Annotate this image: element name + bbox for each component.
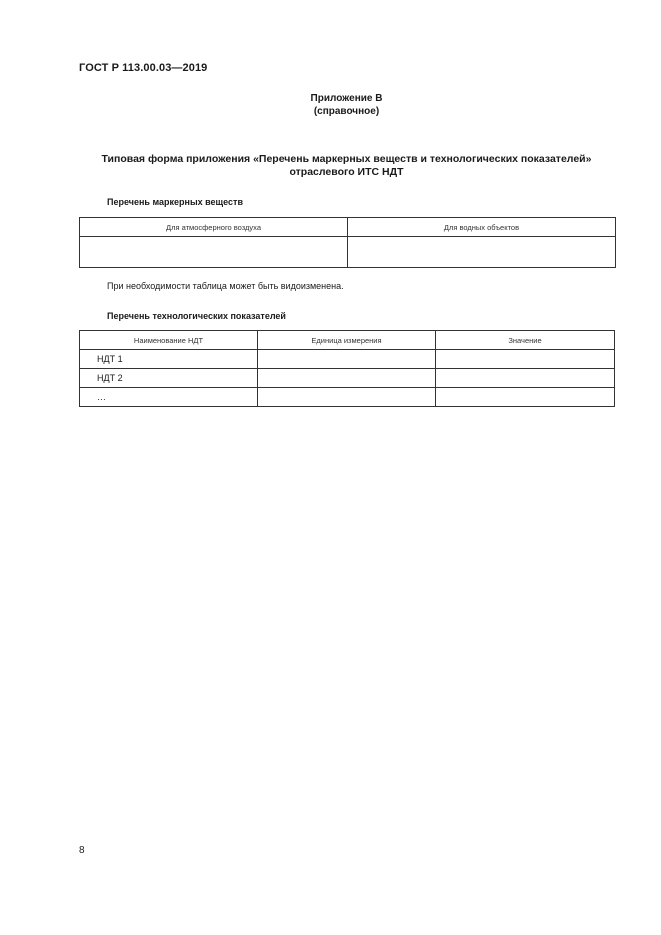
tech-cell-unit [258, 350, 436, 369]
document-header-code: ГОСТ Р 113.00.03—2019 [79, 62, 208, 74]
tech-indicators-table [79, 330, 615, 407]
markers-col-air: Для атмосферного воздуха [80, 218, 348, 237]
appendix-subtitle: (справочное) [313, 106, 380, 117]
appendix-heading [0, 92, 661, 118]
markers-section-label: Перечень маркерных веществ [107, 197, 243, 207]
tech-cell-value [436, 369, 615, 388]
tech-cell-ndt-name: НДТ 2 [80, 369, 258, 388]
tech-cell-ndt-name: НДТ 1 [80, 350, 258, 369]
tech-col-value: Значение [436, 331, 615, 350]
page-number: 8 [79, 845, 85, 856]
tech-col-ndt-name: Наименование НДТ [80, 331, 258, 350]
form-title-line-2: отраслевого ИТС НДТ [289, 166, 404, 178]
tech-section-label: Перечень технологических показателей [107, 311, 286, 321]
markers-table-header-row [80, 218, 616, 237]
markers-cell-water [348, 237, 616, 268]
markers-table [79, 217, 616, 268]
appendix-title: Приложение В [310, 93, 383, 104]
table-row [80, 350, 615, 369]
tech-cell-unit [258, 369, 436, 388]
tech-table-header-row [80, 331, 615, 350]
markers-table-row [80, 237, 616, 268]
form-title-line-1: Типовая форма приложения «Перечень маркерных веществ и технологических показателей» [101, 153, 592, 165]
markers-col-water: Для водных объектов [348, 218, 616, 237]
tech-cell-ndt-name: … [80, 388, 258, 407]
markers-cell-air [80, 237, 348, 268]
form-title [79, 153, 614, 179]
table-note: При необходимости таблица может быть видоизменена. [107, 281, 344, 291]
tech-col-unit: Единица измерения [258, 331, 436, 350]
tech-cell-value [436, 388, 615, 407]
table-row [80, 369, 615, 388]
table-row [80, 388, 615, 407]
tech-cell-value [436, 350, 615, 369]
tech-cell-unit [258, 388, 436, 407]
